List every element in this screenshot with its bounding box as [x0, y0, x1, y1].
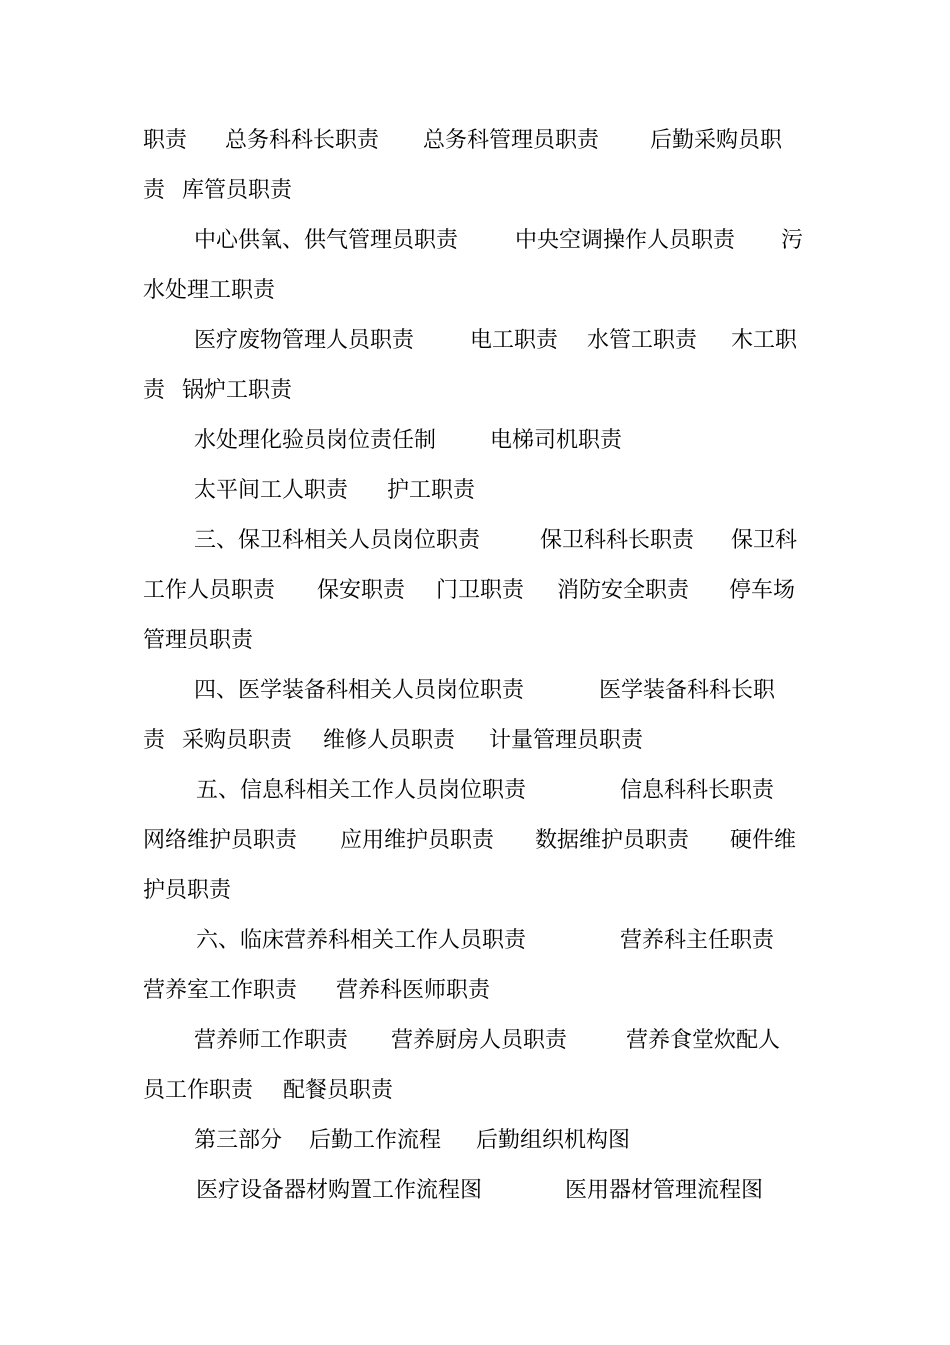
- text-item: 水管工职责: [587, 328, 698, 353]
- text-item: 维修人员职责: [323, 728, 456, 753]
- text-line: [0, 366, 950, 416]
- text-item: 营养科主任职责: [620, 928, 775, 953]
- text-item: 职责: [143, 128, 188, 153]
- text-item: 计量管理员职责: [489, 728, 644, 753]
- text-item: 责: [143, 728, 166, 753]
- text-line: [0, 566, 950, 616]
- text-line: [0, 466, 950, 516]
- text-item: 总务科科长职责: [225, 128, 380, 153]
- text-line: [0, 966, 950, 1016]
- text-item: 总务科管理员职责: [423, 128, 600, 153]
- text-item: 硬件维: [730, 828, 797, 853]
- text-item: 医疗设备器材购置工作流程图: [196, 1178, 483, 1203]
- text-line: [0, 1016, 950, 1066]
- text-line: [0, 266, 950, 316]
- text-line: [0, 766, 950, 816]
- text-item: 责: [143, 178, 166, 203]
- text-line: [0, 616, 950, 666]
- text-item: 污: [781, 228, 804, 253]
- text-item: 库管员职责: [182, 178, 293, 203]
- text-item: 医疗废物管理人员职责: [194, 328, 415, 353]
- text-item: 保卫科科长职责: [540, 528, 695, 553]
- text-item: 门卫职责: [436, 578, 525, 603]
- text-line: [0, 666, 950, 716]
- text-item: 护员职责: [143, 878, 232, 903]
- text-line: [0, 1066, 950, 1116]
- text-line: [0, 516, 950, 566]
- text-item: 水处理工职责: [143, 278, 276, 303]
- text-item: 消防安全职责: [557, 578, 690, 603]
- text-item: 木工职: [731, 328, 798, 353]
- text-line: [0, 216, 950, 266]
- text-item: 应用维护员职责: [340, 828, 495, 853]
- text-item: 营养师工作职责: [194, 1028, 349, 1053]
- text-line: [0, 416, 950, 466]
- text-item: 锅炉工职责: [182, 378, 293, 403]
- text-item: 医用器材管理流程图: [565, 1178, 764, 1203]
- text-line: [0, 716, 950, 766]
- text-item: 员工作职责: [143, 1078, 254, 1103]
- text-item: 六、临床营养科相关工作人员职责: [196, 928, 527, 953]
- text-item: 后勤工作流程: [309, 1128, 442, 1153]
- text-item: 信息科科长职责: [620, 778, 775, 803]
- text-item: 护工职责: [387, 478, 476, 503]
- text-line: [0, 866, 950, 916]
- text-item: 医学装备科科长职: [599, 678, 776, 703]
- text-line: [0, 816, 950, 866]
- text-item: 网络维护员职责: [143, 828, 298, 853]
- text-item: 责: [143, 378, 166, 403]
- text-item: 太平间工人职责: [194, 478, 349, 503]
- text-item: 三、保卫科相关人员岗位职责: [194, 528, 481, 553]
- text-item: 营养科医师职责: [336, 978, 491, 1003]
- text-line: [0, 1116, 950, 1166]
- text-line: [0, 166, 950, 216]
- text-item: 后勤组织机构图: [476, 1128, 631, 1153]
- text-item: 配餐员职责: [283, 1078, 394, 1103]
- text-item: 数据维护员职责: [535, 828, 690, 853]
- text-item: 五、信息科相关工作人员岗位职责: [196, 778, 527, 803]
- text-item: 电工职责: [470, 328, 559, 353]
- text-item: 停车场: [729, 578, 796, 603]
- text-item: 营养室工作职责: [143, 978, 298, 1003]
- text-line: [0, 116, 950, 166]
- text-item: 营养食堂炊配人: [626, 1028, 781, 1053]
- text-item: 电梯司机职责: [490, 428, 623, 453]
- text-item: 中央空调操作人员职责: [515, 228, 736, 253]
- text-line: [0, 1166, 950, 1216]
- text-item: 水处理化验员岗位责任制: [194, 428, 437, 453]
- text-item: 采购员职责: [182, 728, 293, 753]
- text-item: 管理员职责: [143, 628, 254, 653]
- text-item: 保卫科: [731, 528, 798, 553]
- text-item: 中心供氧、供气管理员职责: [194, 228, 459, 253]
- text-item: 四、医学装备科相关人员岗位职责: [194, 678, 525, 703]
- text-item: 营养厨房人员职责: [391, 1028, 568, 1053]
- text-item: 第三部分: [194, 1128, 283, 1153]
- text-line: [0, 916, 950, 966]
- text-item: 保安职责: [317, 578, 406, 603]
- text-item: 后勤采购员职: [650, 128, 783, 153]
- text-item: 工作人员职责: [143, 578, 276, 603]
- text-line: [0, 316, 950, 366]
